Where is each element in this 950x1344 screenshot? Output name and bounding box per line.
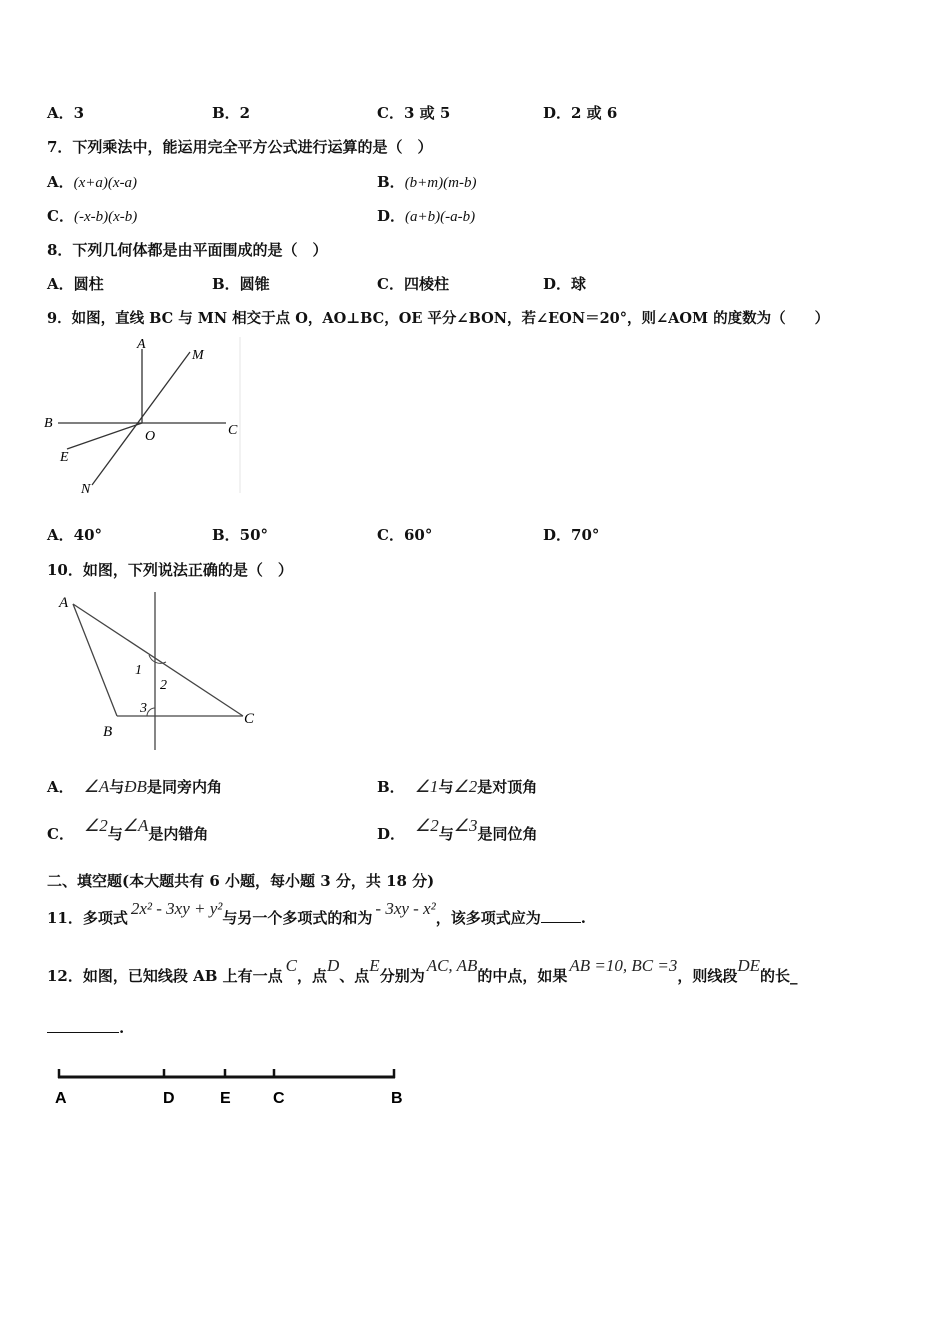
q8-option-b: B．圆锥 xyxy=(212,275,270,293)
seg-label-a: A xyxy=(55,1090,67,1107)
q10-option-a-math2: ÐB xyxy=(124,777,147,796)
label-3: 3 xyxy=(140,701,147,716)
q10-option-d-t1: 与 xyxy=(438,825,454,843)
q10-option-d-label: D． xyxy=(377,825,406,843)
q10-option-d-math1: ∠2 xyxy=(415,816,439,835)
q12-t4: 的中点，如果 xyxy=(477,967,568,985)
label-b: B xyxy=(44,416,53,431)
q6-option-d: D．2 或 6 xyxy=(543,104,618,122)
q7-option-c xyxy=(47,205,137,226)
q8-option-c: C．四棱柱 xyxy=(377,275,449,293)
q11-num: 11．多项式 xyxy=(47,909,128,927)
q8-option-d: D．球 xyxy=(543,275,587,293)
q7-option-b xyxy=(377,171,476,192)
q9-option-a: A．40° xyxy=(47,526,103,544)
q9-option-c: C．60° xyxy=(377,526,433,544)
q10-option-b-math2: ∠2 xyxy=(453,777,478,796)
seg-label-b: B xyxy=(391,1090,403,1107)
q12-answer-blank[interactable] xyxy=(47,1018,119,1033)
q10-option-d-math2: ∠3 xyxy=(453,816,478,835)
q10-option-a xyxy=(47,776,222,797)
q12-t6: 的长_ xyxy=(760,967,798,985)
q10-option-c-math1: ∠2 xyxy=(83,816,108,835)
q12-math-de: DE xyxy=(737,956,761,975)
label-1: 1 xyxy=(135,663,142,678)
q10-option-c-t2: 是内错角 xyxy=(148,825,209,843)
label-m: M xyxy=(192,348,204,363)
q12-line2-end: . xyxy=(119,1019,125,1037)
q12-line2 xyxy=(47,1018,124,1037)
label-n: N xyxy=(81,482,91,495)
q10-option-a-math1: ∠A xyxy=(83,777,110,796)
q10-option-b-label: B． xyxy=(377,778,405,796)
seg-label-d: D xyxy=(163,1090,175,1107)
q10-figure xyxy=(55,590,270,755)
q12-t1: ，点 xyxy=(296,967,327,985)
q12-t3: 分别为 xyxy=(379,967,425,985)
q7-option-a xyxy=(47,171,137,192)
q7-option-d-label: D． xyxy=(377,207,406,225)
q10-option-b-math1: ∠1 xyxy=(414,777,439,796)
label-b: B xyxy=(103,724,113,740)
q11-answer-blank[interactable] xyxy=(541,908,581,923)
q10-option-d xyxy=(377,815,538,843)
q7-option-a-expr: (x+a)(x-a) xyxy=(73,175,138,191)
q7-option-d xyxy=(377,205,475,226)
q12-math-d: D xyxy=(327,956,340,975)
q11-tail: ，该多项式应为 xyxy=(435,909,541,927)
label-c: C xyxy=(244,711,255,727)
q10-option-c-label: C． xyxy=(47,825,74,843)
q11-mid: 与另一个多项式的和为 xyxy=(222,909,373,927)
q12-t2: 、点 xyxy=(339,967,370,985)
q7-option-c-expr: (-x-b)(x-b) xyxy=(73,209,138,225)
q8-option-a: A．圆柱 xyxy=(47,275,104,293)
angle-3-arc xyxy=(147,708,155,716)
q11-expr2: - 3xy - x² xyxy=(375,899,436,918)
q12-t5: ，则线段 xyxy=(677,967,738,985)
q8-stem: 8．下列几何体都是由平面围成的是（ ） xyxy=(47,241,328,259)
q12-segment-figure xyxy=(50,1064,410,1109)
q10-option-b-t2: 是对顶角 xyxy=(477,778,538,796)
q7-stem: 7．下列乘法中，能运用完全平方公式进行运算的是（ ） xyxy=(47,138,433,156)
q10-option-d-t2: 是同位角 xyxy=(477,825,538,843)
q12-math-c: C xyxy=(285,956,297,975)
label-a: A xyxy=(59,595,69,611)
seg-label-e: E xyxy=(220,1090,231,1107)
q12-num: 12．如图，已知线段 AB 上有一点 xyxy=(47,967,283,985)
q7-option-a-label: A． xyxy=(47,173,74,191)
q12-math-cond: AB =10, BC =3 xyxy=(569,956,678,975)
q12 xyxy=(47,955,798,985)
side-ab xyxy=(73,604,117,716)
q10-stem: 10．如图，下列说法正确的是（ ） xyxy=(47,561,293,579)
q9-stem: 9．如图，直线 BC 与 MN 相交于点 O，AO⊥BC，OE 平分∠BON，若∠EON＝20°，则∠AOM 的度数为（ ） xyxy=(47,310,830,327)
q10-option-b-t1: 与 xyxy=(438,778,454,796)
q9-option-b: B．50° xyxy=(212,526,269,544)
q12-math-mid: AC, AB xyxy=(426,956,478,975)
q10-option-a-label: A． xyxy=(47,778,74,796)
side-ac xyxy=(73,604,243,716)
label-a: A xyxy=(137,337,146,352)
q7-option-c-label: C． xyxy=(47,207,74,225)
label-2: 2 xyxy=(160,678,167,693)
q10-option-c-t1: 与 xyxy=(107,825,123,843)
line-oe xyxy=(67,423,142,449)
q12-math-e: E xyxy=(369,956,380,975)
section-2-title: 二、填空题(本大题共有 6 小题，每小题 3 分，共 18 分) xyxy=(47,872,435,890)
q11 xyxy=(47,898,586,927)
q11-end: . xyxy=(580,909,586,927)
q7-option-b-label: B． xyxy=(377,173,405,191)
line-mn xyxy=(92,352,190,485)
q10-option-a-t1: 与 xyxy=(109,778,125,796)
q10-option-c-math2: ∠A xyxy=(122,816,149,835)
q7-option-b-expr: (b+m)(m-b) xyxy=(404,175,477,191)
label-c: C xyxy=(228,423,238,438)
label-o: O xyxy=(145,429,156,444)
q10-option-c xyxy=(47,815,209,843)
q6-option-b: B．2 xyxy=(212,104,251,122)
q6-option-c: C．3 或 5 xyxy=(377,104,451,122)
label-e: E xyxy=(60,450,69,465)
q11-expr1: 2x² - 3xy + y² xyxy=(130,899,223,918)
q7-option-d-expr: (a+b)(-a-b) xyxy=(405,209,476,225)
seg-label-c: C xyxy=(273,1090,285,1107)
q9-option-d: D．70° xyxy=(543,526,600,544)
q10-option-a-t2: 是同旁内角 xyxy=(146,778,222,796)
q10-option-b xyxy=(377,776,537,797)
q9-figure xyxy=(40,335,245,495)
q6-option-a: A．3 xyxy=(47,104,85,122)
